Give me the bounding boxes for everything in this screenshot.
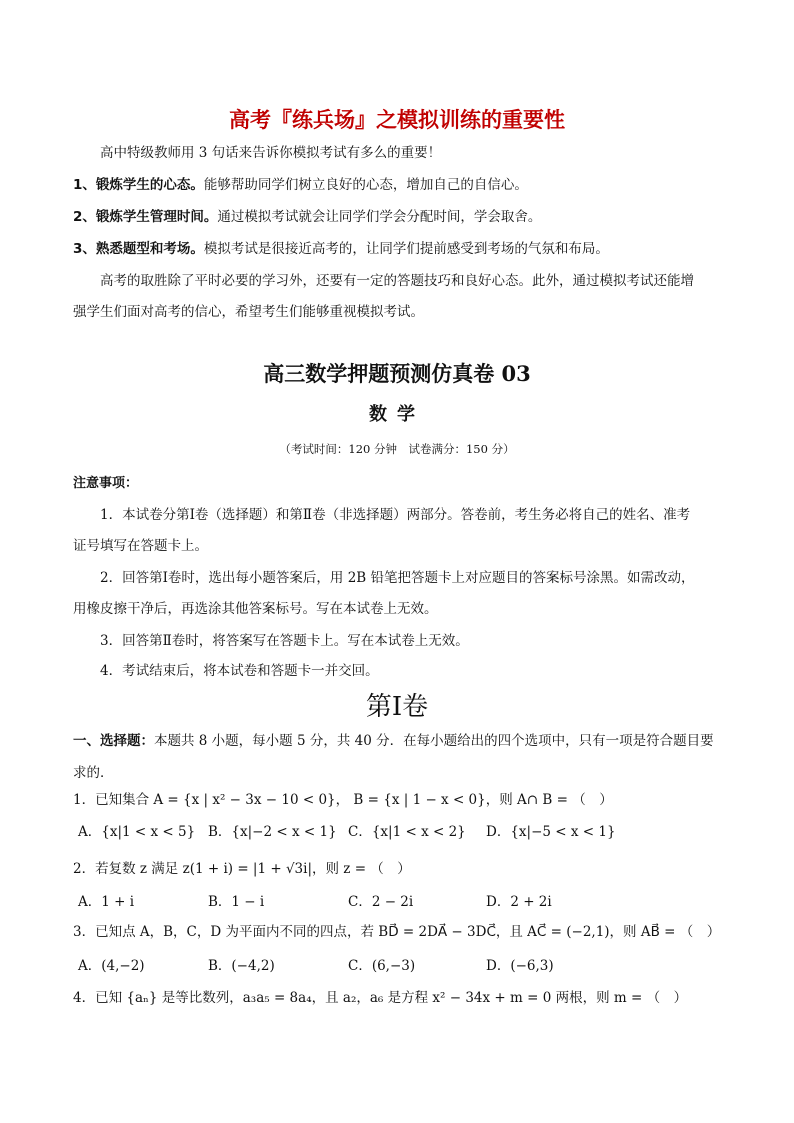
question-3-option-b: B．(−4,2) xyxy=(208,958,275,974)
notice-line-3: 2．回答第Ⅰ卷时，选出每小题答案后，用 2B 铅笔把答题卡上对应题目的答案标号涂黑。如需改动， xyxy=(100,570,695,586)
question-3-stem: 3．已知点 A，B，C，D 为平面内不同的四点，若 BD⃗ = 2DA⃗ − 3DC⃗，且 AC⃗ = (−2,1)，则 AB⃗ = （ ） xyxy=(73,924,721,940)
point-head: 3、熟悉题型和考场。 xyxy=(73,241,204,257)
question-2-option-d: D．2 + 2i xyxy=(486,894,552,910)
question-3-option-c: C．(6,−3) xyxy=(348,958,416,974)
notice-line-1: 1．本试卷分第Ⅰ卷（选择题）和第Ⅱ卷（非选择题）两部分。答卷前，考生务必将自己的姓名、准考 xyxy=(100,507,691,523)
point-body: 能够帮助同学们树立良好的心态，增加自己的自信心。 xyxy=(203,177,528,193)
intro-lead: 高中特级教师用 3 句话来告诉你模拟考试有多么的重要！ xyxy=(100,145,442,161)
question-2-option-c: C．2 − 2i xyxy=(348,894,414,910)
point-head: 2、锻炼学生管理时间。 xyxy=(73,209,218,225)
section-heading-line-1 xyxy=(73,731,714,751)
intro-point-2 xyxy=(73,207,541,227)
question-1-option-b: B．{x|−2 < x < 1} xyxy=(208,824,337,840)
section-desc: 本题共 8 小题，每小题 5 分，共 40 分．在每小题给出的四个选项中，只有一项是符合题目要 xyxy=(154,733,714,749)
volume-heading: 第Ⅰ卷 xyxy=(365,692,429,722)
exam-subject: 数学 xyxy=(369,404,425,425)
point-body: 通过模拟考试就会让同学们学会分配时间，学会取舍。 xyxy=(217,209,542,225)
intro-point-1 xyxy=(73,175,528,195)
notice-header: 注意事项： xyxy=(73,476,139,491)
intro-closing-line-2: 强学生们面对高考的信心，希望考生们能够重视模拟考试。 xyxy=(73,304,424,320)
question-1-stem: 1．已知集合 A = {x | x² − 3x − 10 < 0}， B = {x | 1 − x < 0}，则 A∩ B = （ ） xyxy=(73,792,613,808)
question-3-option-d: D．(−6,3) xyxy=(486,958,554,974)
notice-line-5: 3．回答第Ⅱ卷时，将答案写在答题卡上。写在本试卷上无效。 xyxy=(100,633,469,649)
point-body: 模拟考试是很接近高考的，让同学们提前感受到考场的气氛和布局。 xyxy=(203,241,609,257)
intro-point-3 xyxy=(73,239,609,259)
question-2-stem: 2．若复数 z 满足 z(1 + i) = |1 + √3i|，则 z = （ ） xyxy=(73,861,411,877)
question-1-option-a: A．{x|1 < x < 5} xyxy=(78,824,196,840)
question-4-stem: 4．已知 {aₙ} 是等比数列，a₃a₅ = 8a₄，且 a₂，a₆ 是方程 x² − 34x + m = 0 两根，则 m = （ ） xyxy=(73,990,688,1006)
notice-line-4: 用橡皮擦干净后，再选涂其他答案标号。写在本试卷上无效。 xyxy=(73,601,438,617)
exam-time-info: （考试时间：120 分钟 试卷满分：150 分） xyxy=(279,442,515,456)
question-2-option-a: A．1 + i xyxy=(78,894,135,910)
notice-line-2: 证号填写在答题卡上。 xyxy=(73,538,208,554)
notice-line-6: 4．考试结束后，将本试卷和答题卡一并交回。 xyxy=(100,663,379,679)
intro-closing-line-1: 高考的取胜除了平时必要的学习外，还要有一定的答题技巧和良好心态。此外，通过模拟考试还能增 xyxy=(100,273,694,289)
point-head: 1、锻炼学生的心态。 xyxy=(73,177,204,193)
exam-title: 高三数学押题预测仿真卷 03 xyxy=(263,361,531,386)
question-1-option-d: D．{x|−5 < x < 1} xyxy=(486,824,616,840)
question-1-option-c: C．{x|1 < x < 2} xyxy=(348,824,466,840)
question-2-option-b: B．1 − i xyxy=(208,894,265,910)
question-3-option-a: A．(4,−2) xyxy=(78,958,145,974)
intro-title: 高考『练兵场』之模拟训练的重要性 xyxy=(229,108,565,132)
section-heading-line-2: 求的． xyxy=(73,765,114,781)
section-head: 一、选择题： xyxy=(73,733,154,749)
